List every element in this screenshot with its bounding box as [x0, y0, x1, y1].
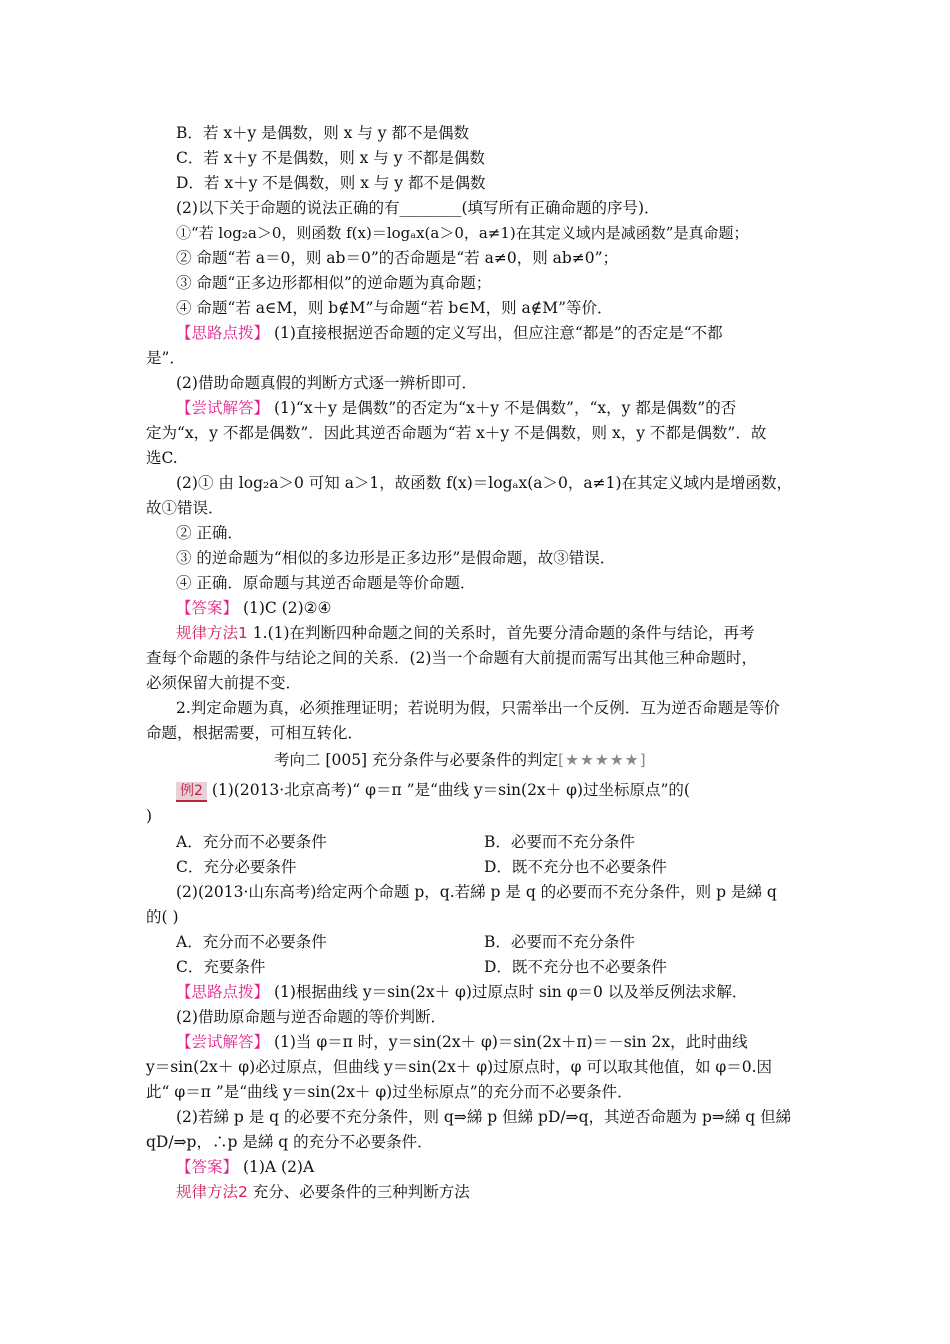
solution-continued-2: 选C. [146, 449, 178, 467]
ex2-option-c: C．充分必要条件 [176, 858, 297, 876]
ex2-q2-option-d: D．既不充分也不必要条件 [484, 958, 667, 976]
method-1-tag: 规律方法1 [176, 624, 248, 642]
statement-1: ①“若 log₂a＞0，则函数 f(x)＝logₐx(a＞0，a≠1)在其定义域内是减函数”是真命题； [176, 224, 749, 242]
ex2-solution-part-2-continued: qD/⇒p，∴p 是綈 q 的充分不必要条件． [146, 1133, 433, 1151]
ex2-question-2-continued: 的( ) [146, 908, 179, 926]
method-2-tag: 规律方法2 [176, 1183, 248, 1201]
question-2: (2)以下关于命题的说法正确的有________(填写所有正确命题的序号)． [176, 199, 660, 217]
method-1-text: 1.(1)在判断四种命题之间的关系时，首先要分清命题的条件与结论，再考 [247, 624, 755, 642]
ex2-answer-line [176, 1157, 314, 1177]
answer-tag: 【答案】 [176, 599, 239, 617]
solution-part-2-continued: 故①错误． [146, 499, 224, 517]
statement-2: ② 命题“若 a＝0，则 ab＝0”的否命题是“若 a≠0，则 ab≠0”； [176, 249, 619, 267]
solution-tag: 【尝试解答】 [176, 399, 270, 417]
method-1-point-2: 2.判定命题为真，必须推理证明；若说明为假，只需举出一个反例．互为逆否命题是等价 [176, 699, 780, 717]
method-1-continued-1: 查每个命题的条件与结论之间的关系．(2)当一个命题有大前提而需写出其他三种命题时， [146, 649, 757, 667]
method-2-text: 充分、必要条件的三种判断方法 [247, 1183, 470, 1201]
ex2-answer-text: (1)A (2)A [238, 1158, 315, 1176]
ex2-q2-option-b: B．必要而不充分条件 [484, 933, 635, 951]
ex2-q2-option-a: A．充分而不必要条件 [176, 933, 327, 951]
ex2-solution-continued-1: y＝sin(2x＋ φ)必过原点，但曲线 y＝sin(2x＋ φ)过原点时，φ 可以取其他值，如 φ＝0.因 [146, 1058, 773, 1076]
option-c: C．若 x＋y 不是偶数，则 x 与 y 不都是偶数 [176, 149, 485, 167]
statement-4: ④ 命题“若 a∈M，则 b∉M”与命题“若 b∈M，则 a∉M”等价． [176, 299, 613, 317]
ex2-answer-tag: 【答案】 [176, 1158, 239, 1176]
difficulty-stars: [★★★★★] [558, 751, 647, 769]
solution-item-4: ④ 正确．原命题与其逆否命题是等价命题． [176, 574, 476, 592]
hint-text: (1)直接根据逆否命题的定义写出，但应注意“都是”的否定是“不都 [269, 324, 723, 342]
ex2-hint-tag: 【思路点拨】 [176, 983, 270, 1001]
ex2-solution-text: (1)当 φ＝π 时，y＝sin(2x＋ φ)＝sin(2x＋π)＝－sin 2x，此时曲线 [269, 1033, 748, 1051]
solution-item-2: ② 正确． [176, 524, 243, 542]
solution-text: (1)“x＋y 是偶数”的否定为“x＋y 不是偶数”，“x，y 都是偶数”的否 [269, 399, 737, 417]
method-1-line [176, 623, 755, 643]
section-title: 考向二 [005] 充分条件与必要条件的判定 [274, 751, 559, 769]
ex2-question-2: (2)(2013·山东高考)给定两个命题 p，q.若綈 p 是 q 的必要而不充分条件，则 p 是綈 q [176, 883, 777, 901]
ex2-solution-part-2: (2)若綈 p 是 q 的必要不充分条件，则 q⇒綈 p 但綈 pD/⇒q，其逆否命题为 p⇒綈 q 但綈 [176, 1108, 792, 1126]
ex2-option-d: D．既不充分也不必要条件 [484, 858, 667, 876]
hint-continued: 是”． [146, 349, 185, 367]
statement-3: ③ 命题“正多边形都相似”的逆命题为真命题； [176, 274, 492, 292]
answer-text: (1)C (2)②④ [238, 599, 332, 617]
ex2-option-b: B．必要而不充分条件 [484, 833, 635, 851]
ex2-solution-line [176, 1032, 748, 1052]
hint-2: (2)借助命题真假的判断方式逐一辨析即可． [176, 374, 477, 392]
ex2-hint-text: (1)根据曲线 y＝sin(2x＋ φ)过原点时 sin φ＝0 以及举反例法求解． [269, 983, 748, 1001]
ex2-option-a: A．充分而不必要条件 [176, 833, 327, 851]
example-2-line [176, 780, 690, 802]
example-2-text: (1)(2013·北京高考)“ φ＝π ”是“曲线 y＝sin(2x＋ φ)过坐标原点”的( [206, 781, 690, 799]
example-tag: 例2 [176, 782, 207, 802]
method-1-point-2-continued: 命题，根据需要，可相互转化． [146, 724, 364, 742]
ex2-hint-line [176, 982, 747, 1002]
option-d: D．若 x＋y 不是偶数，则 x 与 y 都不是偶数 [176, 174, 486, 192]
ex2-q2-option-c: C．充要条件 [176, 958, 266, 976]
ex2-hint-2: (2)借助原命题与逆否命题的等价判断． [176, 1008, 446, 1026]
solution-line [176, 398, 736, 418]
method-1-continued-2: 必须保留大前提不变． [146, 674, 302, 692]
ex2-solution-tag: 【尝试解答】 [176, 1033, 270, 1051]
hint-line [176, 323, 723, 343]
option-b: B．若 x＋y 是偶数，则 x 与 y 都不是偶数 [176, 124, 469, 142]
ex2-solution-continued-2: 此“ φ＝π ”是“曲线 y＝sin(2x＋ φ)过坐标原点”的充分而不必要条件． [146, 1083, 633, 1101]
solution-item-3: ③ 的逆命题为“相似的多边形是正多边形”是假命题，故③错误． [176, 549, 616, 567]
hint-tag: 【思路点拨】 [176, 324, 270, 342]
example-2-continued: ) [146, 807, 153, 825]
method-2-line [176, 1182, 470, 1202]
answer-line [176, 598, 331, 618]
solution-part-2: (2)① 由 log₂a＞0 可知 a＞1，故函数 f(x)＝logₐx(a＞0，a≠1)在其定义域内是增函数， [176, 474, 793, 492]
solution-continued-1: 定为“x，y 不都是偶数”．因此其逆否命题为“若 x＋y 不是偶数，则 x，y 不都是偶数”．故 [146, 424, 767, 442]
section-heading [274, 750, 647, 770]
